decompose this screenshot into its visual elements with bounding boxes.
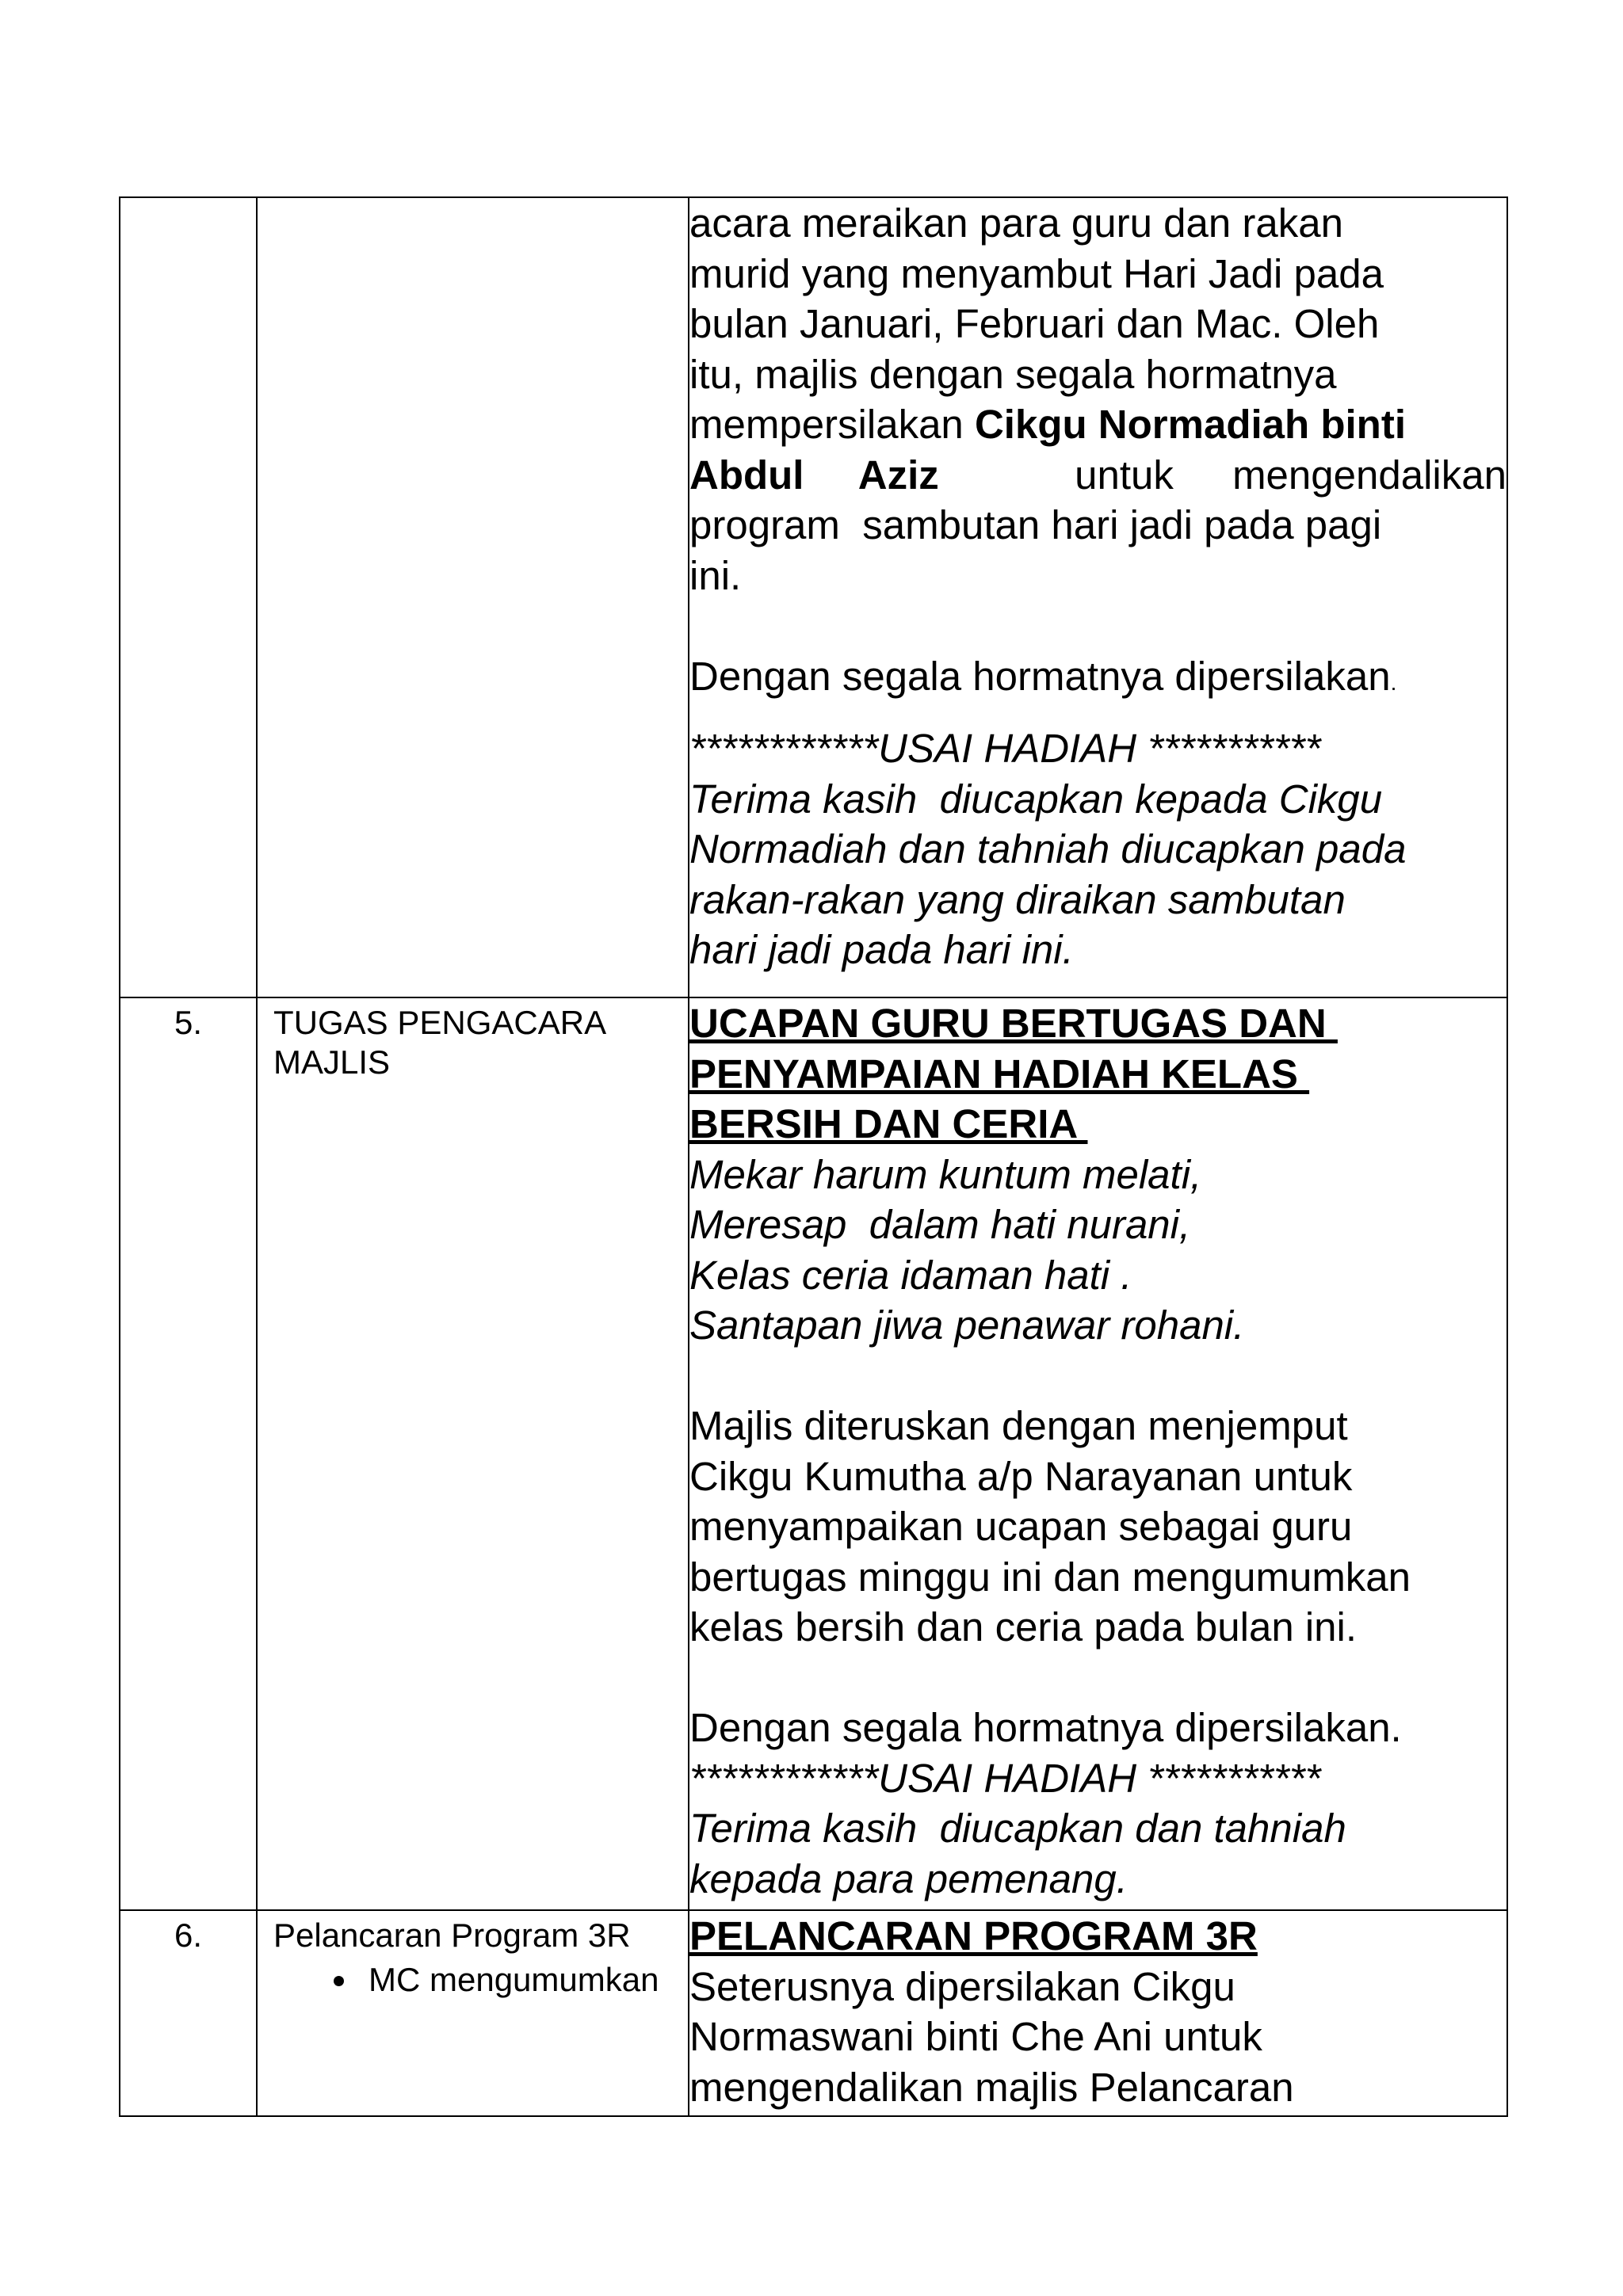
script-line [689,450,1507,501]
row-script-cell [689,1910,1507,2116]
row-number: 6. [174,1917,203,1954]
script-line: bulan Januari, Februari dan Mac. Oleh [689,301,1380,346]
script-text: untuk mengendalikan [1015,452,1507,498]
row-number-cell [120,197,257,997]
script-line: Terima kasih diucapkan dan tahniah [689,1806,1346,1851]
script-line: itu, majlis dengan segala hormatnya [689,351,1337,397]
script-line: acara meraikan para guru dan rakan [689,200,1343,246]
program-table [119,196,1508,2117]
row-number: 5. [174,1004,203,1041]
row-item [258,198,688,203]
spacer [689,601,1507,651]
invitation-text: Dengan segala hormatnya dipersilakan [689,653,1391,699]
script-line [689,399,1507,450]
script-line: mengendalikan majlis Pelancaran [689,2064,1294,2110]
row-item: Pelancaran Program 3R [273,1917,631,1954]
script-line: Terima kasih diucapkan kepada Cikgu [689,776,1383,822]
row-script-cell [689,197,1507,997]
script-line: kepada para pemenang. [689,1855,1128,1901]
row-script-cell [689,997,1507,1910]
script-line: Normadiah dan tahniah diucapkan pada [689,826,1407,871]
section-heading: BERSIH DAN CERIA [689,1101,1088,1146]
script-line: Cikgu Kumutha a/p Narayanan untuk [689,1453,1353,1499]
item-bullet: • MC mengumumkan [359,1960,688,2000]
script-bold-text: Abdul Aziz [689,452,939,498]
poem-line: Meresap dalam hati nurani, [689,1202,1191,1247]
script-invitation: Dengan segala hormatnya dipersilakan. [689,1705,1402,1750]
invitation-end: . [1390,669,1397,695]
script-line: menyampaikan ucapan sebagai guru [689,1504,1353,1549]
row-item: TUGAS PENGACARA MAJLIS [273,1004,605,1081]
script-line: Normaswani binti Che Ani untuk [689,2014,1262,2059]
row-number-cell [120,997,257,1910]
table-row [120,197,1507,997]
script-line: hari jadi pada hari ini. [689,927,1074,972]
spacer [689,1653,1507,1703]
script-bold-name [689,450,939,501]
script-line: Seterusnya dipersilakan Cikgu [689,1963,1235,2009]
section-heading: UCAPAN GURU BERTUGAS DAN [689,1001,1338,1046]
script-line: bertugas minggu ini dan mengumumkan [689,1554,1411,1600]
script-bold-name: Cikgu Normadiah binti [974,402,1406,447]
poem-line: Mekar harum kuntum melati, [689,1151,1202,1197]
section-heading: PENYAMPAIAN HADIAH KELAS [689,1051,1310,1097]
row-item-cell [257,197,689,997]
section-heading: PELANCARAN PROGRAM 3R [689,1913,1258,1958]
script-text: mempersilakan [689,402,975,447]
spacer [689,707,1507,723]
row-item-cell [257,997,689,1910]
poem-line: Santapan jiwa penawar rohani. [689,1302,1245,1348]
poem-line: Kelas ceria idaman hati . [689,1252,1132,1298]
usai-hadiah-line: ************USAI HADIAH *********** [689,1755,1321,1801]
spacer [689,1351,1507,1402]
row-number-cell [120,1910,257,2116]
item-bullet-list [258,1960,688,2000]
script-line: ini. [689,552,742,598]
script-line: murid yang menyambut Hari Jadi pada [689,250,1384,296]
script-line: program sambutan hari jadi pada pagi [689,502,1382,547]
script-line: kelas bersih dan ceria pada bulan ini. [689,1604,1358,1650]
usai-hadiah-line: ************USAI HADIAH *********** [689,726,1321,771]
table-row [120,1910,1507,2116]
script-invitation [689,651,1507,708]
script-line: Majlis diteruskan dengan menjemput [689,1403,1348,1448]
row-number [120,198,256,203]
script-line: rakan-rakan yang diraikan sambutan [689,876,1346,922]
row-item-cell [257,1910,689,2116]
table-row [120,997,1507,1910]
